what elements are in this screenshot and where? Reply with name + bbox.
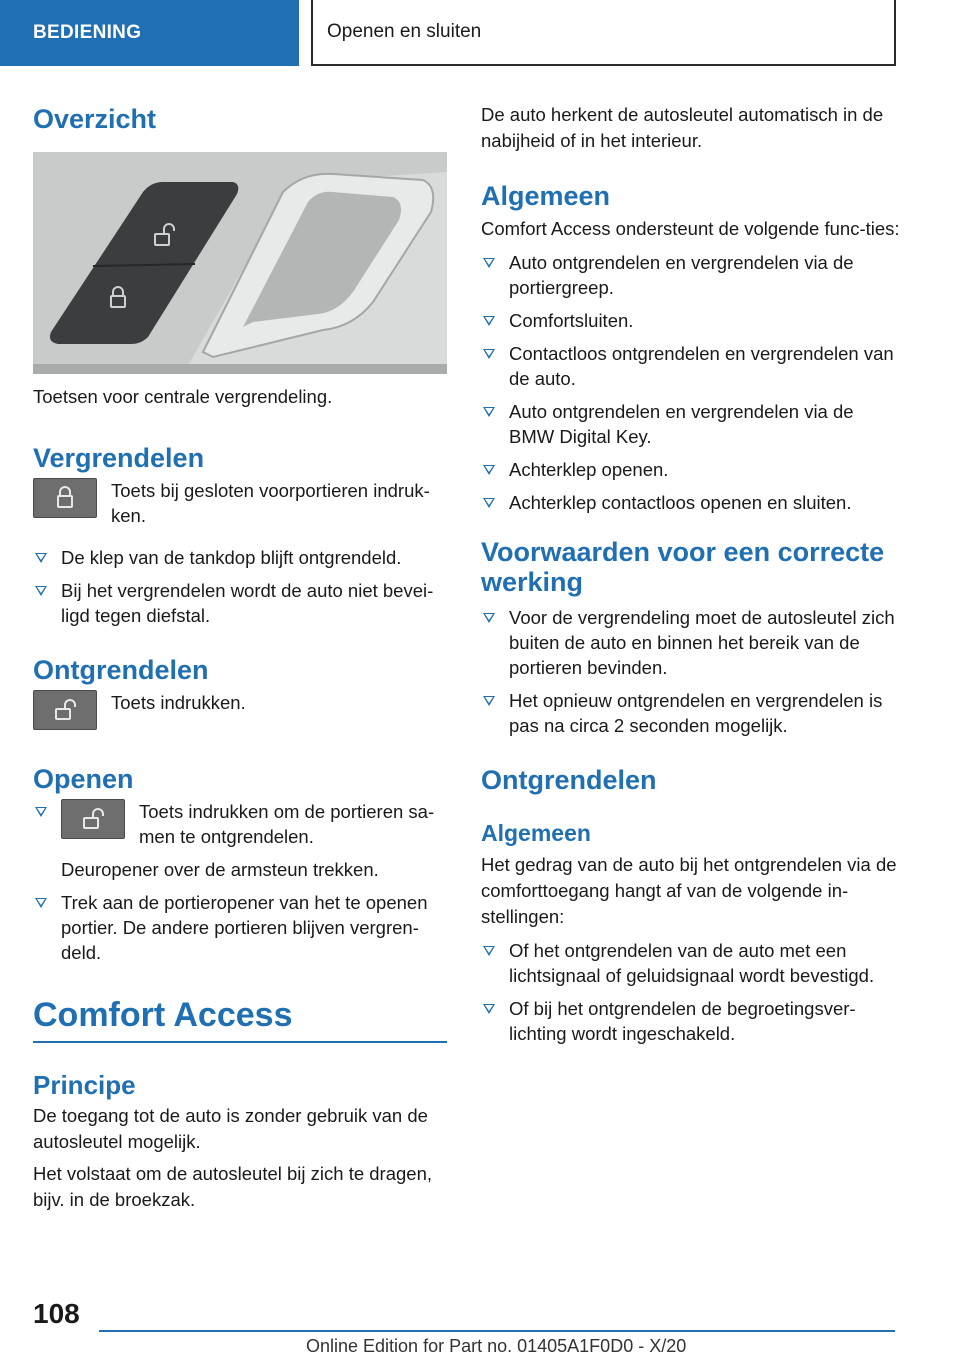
- chapter-header: [311, 0, 896, 66]
- triangle-bullet-icon: [35, 898, 47, 908]
- conditions-bullets: [481, 605, 901, 738]
- door-lock-illustration: [33, 152, 447, 374]
- section-tab: [0, 0, 299, 66]
- door-lock-photo: [33, 152, 447, 374]
- list-item: [33, 799, 447, 882]
- unlock-key-icon: [61, 799, 125, 839]
- list-item: Contactloos ontgrendelen en vergrendelen van de auto.: [481, 341, 901, 391]
- unlock-general-heading: Algemeen: [481, 820, 591, 846]
- lock-bullets: [33, 545, 447, 628]
- list-item: Auto ontgrendelen en vergrendelen via de portiergreep.: [481, 250, 901, 300]
- unlock-section-heading: Ontgrendelen: [481, 765, 657, 795]
- open-key-text: Toets indrukken om de portieren sa-men te ontgrendelen.: [139, 801, 435, 847]
- triangle-bullet-icon: [483, 946, 495, 956]
- lock-key-icon: [33, 478, 97, 518]
- list-item: Comfortsluiten.: [481, 308, 901, 333]
- triangle-bullet-icon: [483, 465, 495, 475]
- edition-footer: Online Edition for Part no. 01405A1F0D0 - X/20: [306, 1336, 687, 1356]
- triangle-bullet-icon: [483, 613, 495, 623]
- unlock-key-text: Toets indrukken.: [111, 692, 246, 713]
- page-number: 108: [33, 1298, 80, 1329]
- section-rule: [33, 1041, 447, 1043]
- lock-key-row: [33, 478, 447, 528]
- left-column: [33, 96, 447, 1213]
- list-item: Of bij het ontgrendelen de begroetingsver-lichting wordt ingeschakeld.: [481, 996, 901, 1046]
- unlock-key-row: [33, 690, 447, 730]
- chapter-label: Openen en sluiten: [327, 21, 482, 42]
- principle-text-2: Het volstaat om de autosleutel bij zich te dragen, bijv. in de broekzak.: [33, 1163, 433, 1210]
- conditions-heading: Voorwaarden voor een correcte werking: [481, 537, 885, 597]
- photo-caption: Toetsen voor centrale vergrendeling.: [33, 386, 333, 407]
- list-item: De klep van de tankdop blijft ontgrendeld.: [33, 545, 447, 570]
- list-item: Trek aan de portieropener van het te openen portier. De andere portieren blijven vergren-deld.: [33, 890, 447, 965]
- list-item: Auto ontgrendelen en vergrendelen via de BMW Digital Key.: [481, 399, 901, 449]
- triangle-bullet-icon: [483, 316, 495, 326]
- triangle-bullet-icon: [483, 407, 495, 417]
- list-item: Bij het vergrendelen wordt de auto niet bevei-ligd tegen diefstal.: [33, 578, 447, 628]
- lock-heading: Vergrendelen: [33, 443, 205, 473]
- triangle-bullet-icon: [483, 498, 495, 508]
- triangle-bullet-icon: [35, 553, 47, 563]
- section-label: BEDIENING: [33, 22, 142, 43]
- triangle-bullet-icon: [35, 807, 47, 817]
- open-sub-text: Deuropener over de armsteun trekken.: [61, 859, 379, 880]
- right-column: [481, 102, 901, 1046]
- overview-heading: Overzicht: [33, 104, 157, 134]
- triangle-bullet-icon: [35, 586, 47, 596]
- triangle-bullet-icon: [483, 349, 495, 359]
- general-heading: Algemeen: [481, 181, 611, 211]
- triangle-bullet-icon: [483, 1004, 495, 1014]
- list-item: Het opnieuw ontgrendelen en vergrendelen is pas na circa 2 seconden mogelijk.: [481, 688, 901, 738]
- list-item: Achterklep openen.: [481, 457, 901, 482]
- comfort-access-heading: Comfort Access: [33, 996, 293, 1034]
- list-item: Voor de vergrendeling moet de autosleutel zich buiten de auto en binnen het bereik van de portieren bevinden.: [481, 605, 901, 680]
- intro-text: De auto herkent de autosleutel automatisch in de nabijheid of in het interieur.: [481, 104, 884, 151]
- unlock-text: Het gedrag van de auto bij het ontgrendelen via de comforttoegang hangt af van de volgende in-stellingen:: [481, 854, 897, 927]
- unlock-heading: Ontgrendelen: [33, 655, 209, 685]
- principle-text-1: De toegang tot de auto is zonder gebruik van de autosleutel mogelijk.: [33, 1105, 428, 1152]
- triangle-bullet-icon: [483, 258, 495, 268]
- principle-heading: Principe: [33, 1070, 136, 1100]
- general-bullets: [481, 250, 901, 515]
- list-item: Achterklep contactloos openen en sluiten.: [481, 490, 901, 515]
- unlock-key-icon: [33, 690, 97, 730]
- list-item: Of het ontgrendelen van de auto met een lichtsignaal of geluidsignaal wordt bevestigd.: [481, 938, 901, 988]
- unlock-bullets: [481, 938, 901, 1046]
- footer-rule: [99, 1330, 895, 1332]
- lock-key-text: Toets bij gesloten voorportieren indruk-ken.: [111, 480, 430, 526]
- open-heading: Openen: [33, 764, 134, 794]
- general-text: Comfort Access ondersteunt de volgende func-ties:: [481, 218, 900, 239]
- triangle-bullet-icon: [483, 696, 495, 706]
